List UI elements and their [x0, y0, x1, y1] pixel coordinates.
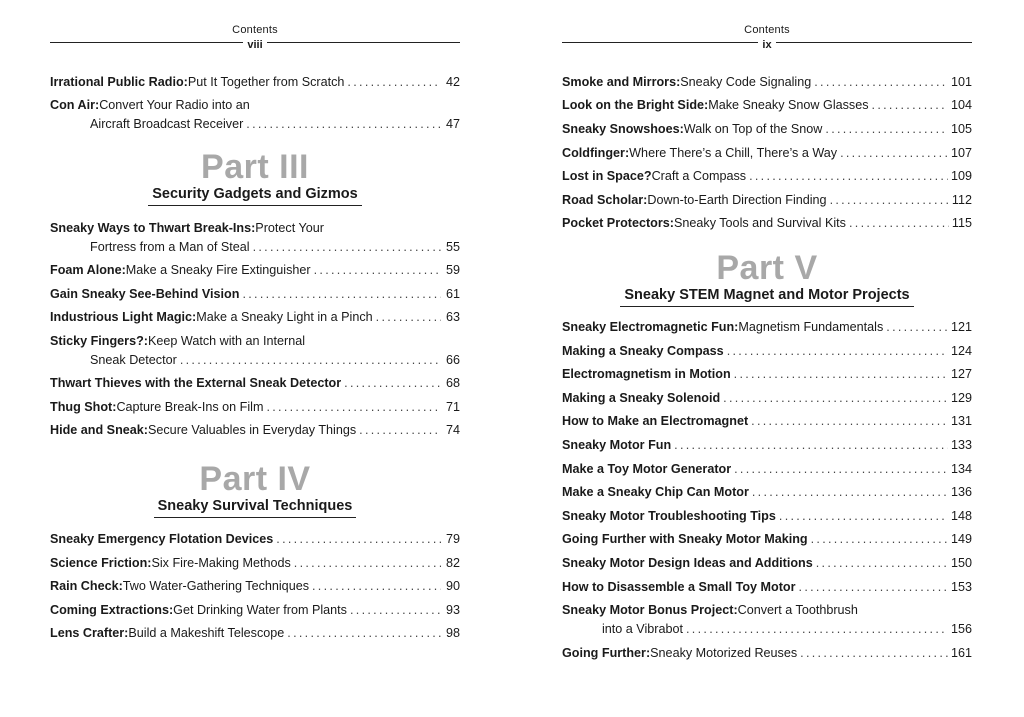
part-heading [50, 461, 460, 518]
entry-subtitle: Secure Valuables in Everyday Things [147, 423, 357, 437]
leader-dots [347, 73, 441, 92]
entry-subtitle: Keep Watch with an Internal [147, 334, 306, 348]
entry-subtitle: Down-to-Earth Direction Finding [647, 193, 827, 207]
entry-page: 107 [950, 146, 972, 160]
leader-dots [849, 214, 949, 233]
entry-title: Coming Extractions: [50, 603, 174, 617]
entry-title: Science Friction: [50, 556, 152, 570]
entry-page: 131 [950, 414, 972, 428]
toc-entry[interactable] [562, 436, 972, 455]
entry-title: Thug Shot: [50, 400, 117, 414]
leader-dots [872, 96, 948, 115]
entry-title: Sneaky Motor Bonus Project: [562, 603, 738, 617]
leader-dots [723, 389, 948, 408]
toc-entry[interactable] [562, 554, 972, 573]
toc-entry[interactable] [50, 421, 460, 440]
entry-page: 90 [445, 579, 460, 593]
entry-page: 71 [445, 400, 460, 414]
entry-page: 55 [445, 240, 460, 254]
part-title: Sneaky Survival Techniques [154, 498, 357, 518]
entry-title: Making a Sneaky Solenoid [562, 391, 721, 405]
leader-dots [350, 601, 441, 620]
leader-dots [749, 167, 948, 186]
leader-dots [814, 73, 948, 92]
toc-entry[interactable] [50, 261, 460, 280]
entry-page: 129 [950, 391, 972, 405]
entry-title: Sneaky Snowshoes: [562, 122, 684, 136]
entry-page: 74 [445, 423, 460, 437]
leader-dots [314, 261, 441, 280]
entry-page: 121 [950, 320, 972, 334]
entry-subtitle: Magnetism Fundamentals [738, 320, 884, 334]
entry-title: Pocket Protectors: [562, 216, 674, 230]
leader-dots [752, 483, 948, 502]
entry-page: 161 [950, 646, 972, 660]
leader-dots [287, 624, 441, 643]
entry-subtitle: Craft a Compass [651, 169, 747, 183]
entry-title: Industrious Light Magic: [50, 310, 197, 324]
leader-dots [734, 460, 948, 479]
entry-title: Sneaky Motor Fun [562, 438, 672, 452]
right-page [562, 0, 972, 717]
toc-entry[interactable] [50, 308, 460, 327]
leader-dots [825, 120, 948, 139]
leader-dots [359, 421, 441, 440]
toc-entry[interactable] [50, 530, 460, 549]
toc-entry[interactable] [562, 644, 972, 663]
toc-entry[interactable] [562, 412, 972, 431]
entry-page: 42 [445, 75, 460, 89]
entry-title: Making a Sneaky Compass [562, 344, 724, 358]
leader-dots [779, 507, 948, 526]
entry-page: 98 [445, 626, 460, 640]
toc-entry[interactable] [50, 554, 460, 573]
entry-subtitle: Six Fire-Making Methods [151, 556, 291, 570]
toc-entry[interactable] [50, 398, 460, 417]
entry-subtitle: Convert a Toothbrush [737, 603, 858, 617]
leader-dots [294, 554, 441, 573]
part-title: Sneaky STEM Magnet and Motor Projects [620, 287, 913, 307]
entry-title: How to Make an Electromagnet [562, 414, 749, 428]
entry-subtitle-cont: Sneak Detector [90, 353, 177, 367]
entry-page: 124 [950, 344, 972, 358]
entry-page: 150 [950, 556, 972, 570]
entry-page: 115 [951, 216, 972, 230]
toc-entry[interactable] [562, 144, 972, 163]
toc-entry[interactable] [562, 73, 972, 92]
entry-title: Sneaky Ways to Thwart Break-Ins: [50, 221, 256, 235]
entry-page: 156 [950, 622, 972, 636]
entry-subtitle: Walk on Top of the Snow [683, 122, 823, 136]
entry-page: 82 [445, 556, 460, 570]
entry-page: 112 [951, 193, 972, 207]
toc-entry[interactable] [562, 460, 972, 479]
entry-page: 104 [950, 98, 972, 112]
toc-entry[interactable] [562, 507, 972, 526]
entry-title: Electromagnetism in Motion [562, 367, 731, 381]
entry-title: Lens Crafter: [50, 626, 129, 640]
toc-entry[interactable] [562, 578, 972, 597]
entry-title: Con Air: [50, 98, 100, 112]
entry-page: 134 [950, 462, 972, 476]
entry-title: Thwart Thieves with the External Sneak Detector [50, 376, 342, 390]
entry-subtitle: Protect Your [255, 221, 324, 235]
leader-dots [800, 644, 948, 663]
entry-subtitle: Put It Together from Scratch [187, 75, 345, 89]
leader-dots [886, 318, 948, 337]
entry-subtitle: Where There’s a Chill, There’s a Way [629, 146, 838, 160]
leader-dots [734, 365, 948, 384]
toc-entry[interactable] [562, 96, 972, 115]
toc-entry[interactable] [50, 332, 460, 370]
entry-page: 59 [445, 263, 460, 277]
toc-entry[interactable] [50, 601, 460, 620]
entry-subtitle: Sneaky Motorized Reuses [650, 646, 798, 660]
entry-title: Road Scholar: [562, 193, 648, 207]
leader-dots [840, 144, 948, 163]
toc-entry[interactable] [562, 530, 972, 549]
entry-page: 148 [950, 509, 972, 523]
toc-entry[interactable] [562, 342, 972, 361]
part-label: Part V [716, 249, 818, 287]
leader-dots [253, 238, 441, 257]
toc-entry[interactable] [562, 365, 972, 384]
entry-page: 61 [445, 287, 460, 301]
part-heading [562, 250, 972, 307]
entry-title: Going Further: [562, 646, 651, 660]
leader-dots [246, 115, 441, 134]
entry-subtitle: Sneaky Tools and Survival Kits [673, 216, 846, 230]
entry-subtitle: Sneaky Code Signaling [680, 75, 812, 89]
page-header-title: Contents [232, 24, 278, 36]
entry-title: Make a Toy Motor Generator [562, 462, 732, 476]
toc-entry[interactable] [50, 374, 460, 393]
entry-subtitle-cont: Fortress from a Man of Steal [90, 240, 250, 254]
entry-subtitle: Build a Makeshift Telescope [128, 626, 285, 640]
entry-subtitle: Make Sneaky Snow Glasses [708, 98, 869, 112]
leader-dots [811, 530, 948, 549]
page-header-title: Contents [744, 24, 790, 36]
entry-subtitle: Convert Your Radio into an [99, 98, 250, 112]
leader-dots [312, 577, 441, 596]
left-page [50, 0, 460, 717]
part-heading [50, 149, 460, 206]
toc-entry[interactable] [562, 601, 972, 639]
entry-page: 66 [445, 353, 460, 367]
entry-title: Irrational Public Radio: [50, 75, 188, 89]
entry-page: 149 [950, 532, 972, 546]
entry-subtitle: Make a Sneaky Fire Extinguisher [125, 263, 311, 277]
leader-dots [376, 308, 441, 327]
entry-subtitle-cont: Aircraft Broadcast Receiver [90, 117, 244, 131]
leader-dots [180, 351, 441, 370]
toc-entry[interactable] [562, 191, 972, 210]
entry-title: Rain Check: [50, 579, 123, 593]
entry-page: 153 [950, 580, 972, 594]
entry-page: 133 [950, 438, 972, 452]
entry-title: Going Further with Sneaky Motor Making [562, 532, 808, 546]
toc-entry[interactable] [50, 285, 460, 304]
entry-title: Foam Alone: [50, 263, 126, 277]
leader-dots [344, 374, 441, 393]
entry-page: 136 [950, 485, 972, 499]
toc-entry[interactable] [50, 73, 460, 92]
entry-page: 63 [445, 310, 460, 324]
entry-title: Sneaky Emergency Flotation Devices [50, 532, 274, 546]
entry-subtitle: Get Drinking Water from Plants [173, 603, 347, 617]
part-title: Security Gadgets and Gizmos [148, 186, 361, 206]
toc-entry[interactable] [50, 219, 460, 257]
leader-dots [686, 620, 948, 639]
entry-title: Hide and Sneak: [50, 423, 148, 437]
entry-page: 105 [950, 122, 972, 136]
page-number: viii [243, 39, 266, 51]
leader-dots [266, 398, 441, 417]
entry-title: Lost in Space? [562, 169, 652, 183]
entry-subtitle: Two Water-Gathering Techniques [122, 579, 309, 593]
page-number: ix [758, 39, 775, 51]
leader-dots [799, 578, 948, 597]
entry-title: Sneaky Motor Design Ideas and Additions [562, 556, 813, 570]
toc-entry[interactable] [562, 120, 972, 139]
entry-subtitle: Capture Break-Ins on Film [116, 400, 264, 414]
toc-entry[interactable] [50, 624, 460, 643]
entry-subtitle-cont: into a Vibrabot [602, 622, 683, 636]
entry-page: 101 [950, 75, 972, 89]
toc-entry[interactable] [50, 577, 460, 596]
entry-title: How to Disassemble a Small Toy Motor [562, 580, 796, 594]
entry-title: Smoke and Mirrors: [562, 75, 681, 89]
entry-title: Coldfinger: [562, 146, 630, 160]
entry-page: 47 [445, 117, 460, 131]
leader-dots [751, 412, 948, 431]
entry-page: 68 [445, 376, 460, 390]
leader-dots [674, 436, 948, 455]
toc-entry[interactable] [562, 389, 972, 408]
part-label: Part IV [199, 460, 311, 498]
leader-dots [727, 342, 948, 361]
entry-subtitle: Make a Sneaky Light in a Pinch [196, 310, 373, 324]
entry-title: Make a Sneaky Chip Can Motor [562, 485, 749, 499]
entry-title: Sticky Fingers?: [50, 334, 148, 348]
leader-dots [830, 191, 949, 210]
entry-title: Gain Sneaky See-Behind Vision [50, 287, 240, 301]
part-label: Part III [201, 148, 309, 186]
leader-dots [242, 285, 441, 304]
entry-page: 109 [950, 169, 972, 183]
toc-entry[interactable] [562, 214, 972, 233]
toc-entry[interactable] [50, 96, 460, 134]
leader-dots [276, 530, 441, 549]
toc-entry[interactable] [562, 167, 972, 186]
entry-page: 93 [445, 603, 460, 617]
entry-page: 127 [950, 367, 972, 381]
entry-page: 79 [445, 532, 460, 546]
entry-title: Sneaky Electromagnetic Fun: [562, 320, 739, 334]
entry-title: Sneaky Motor Troubleshooting Tips [562, 509, 776, 523]
entry-title: Look on the Bright Side: [562, 98, 709, 112]
leader-dots [816, 554, 948, 573]
toc-entry[interactable] [562, 318, 972, 337]
toc-entry[interactable] [562, 483, 972, 502]
